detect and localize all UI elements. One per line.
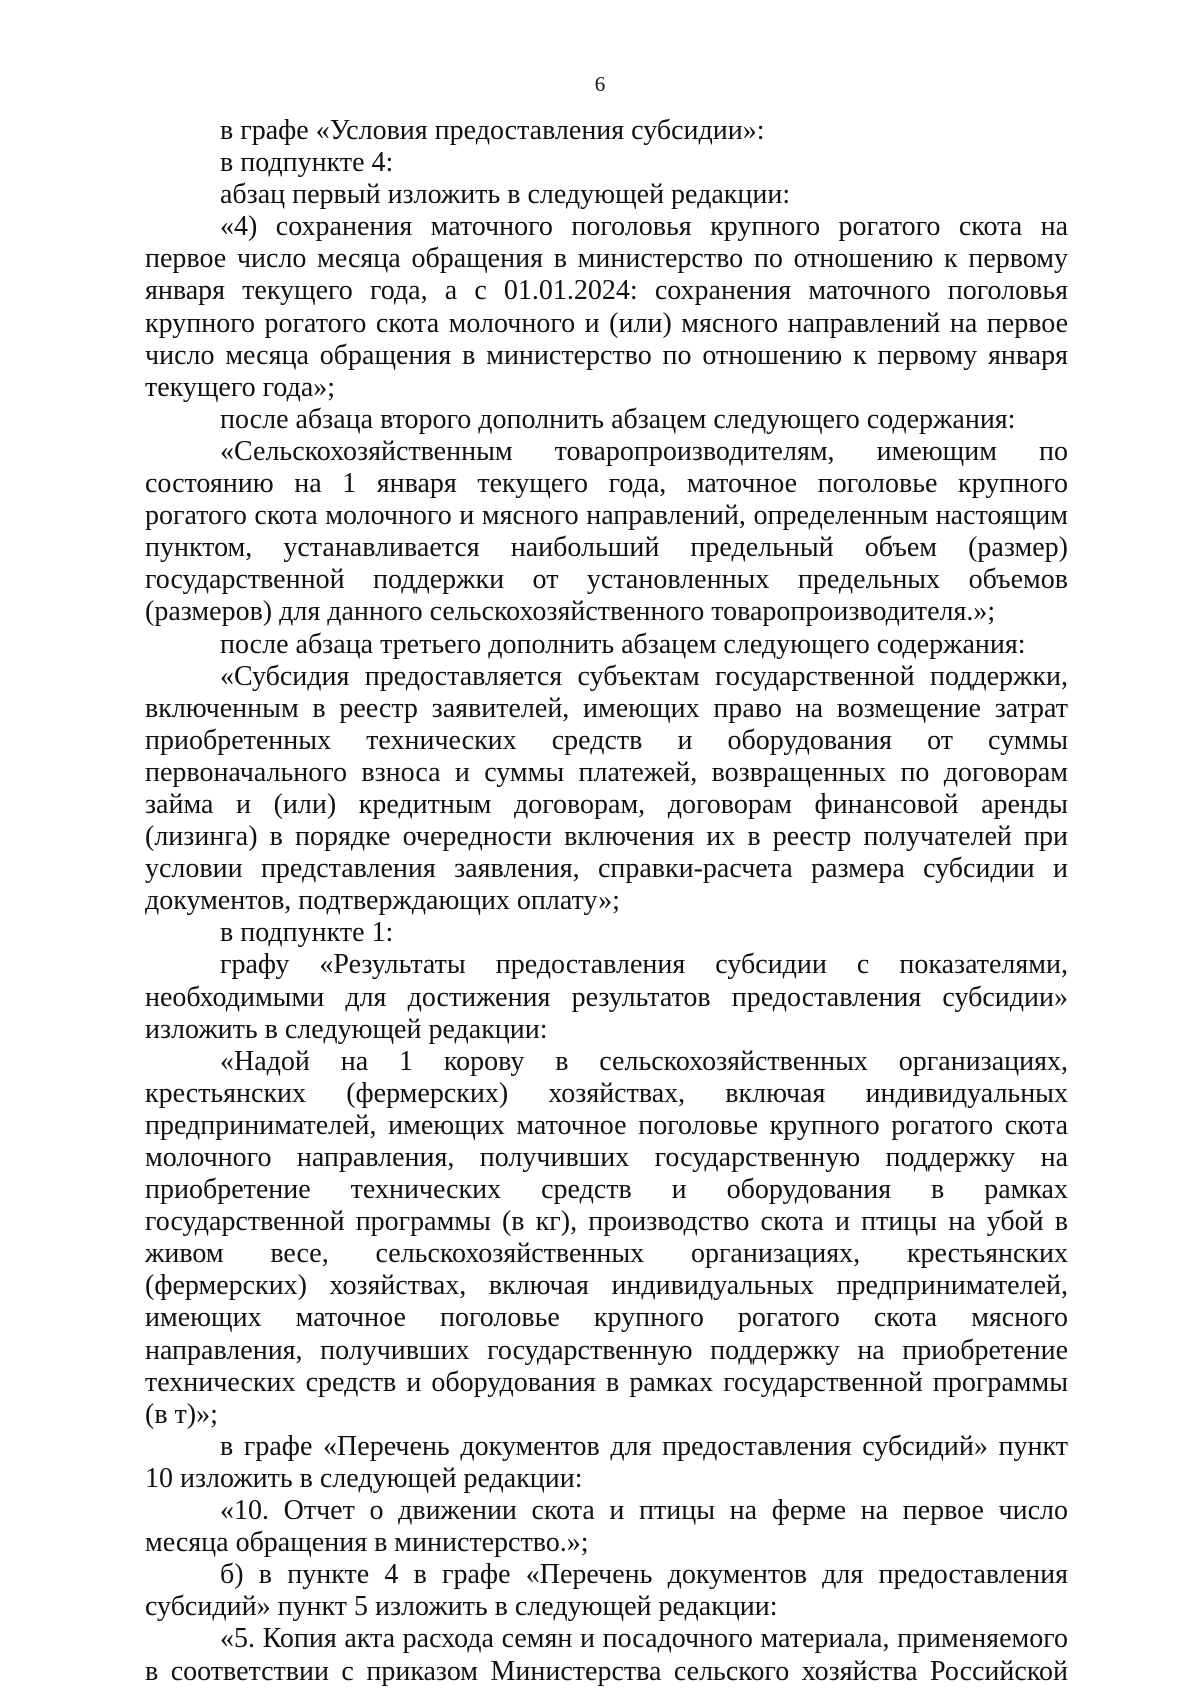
paragraph-quote-5: «5. Копия акта расхода семян и посадочного материала, применяемого в соответствии с приказом Министерства сельского хозяйства Российской	[145, 1623, 1068, 1687]
paragraph-quote-4: «4) сохранения маточного поголовья крупного рогатого скота на первое число месяца обращения в министерство по отношению к первому января текущего года, а с 01.01.2024: сохранения маточного поголовья крупного рогатого скота молочного и (или) мясного направлений на первое число месяца обращения в министерство по отношению к первому января текущего года»;	[145, 211, 1068, 403]
page-number: 6	[594, 72, 606, 96]
paragraph-documents-item-10: в графе «Перечень документов для предоставления субсидий» пункт 10 изложить в следующей редакции:	[145, 1430, 1068, 1494]
document-body	[145, 115, 1068, 1688]
paragraph-subitem-1: в подпункте 1:	[220, 917, 394, 949]
paragraph-after-third: после абзаца третьего дополнить абзацем следующего содержания:	[220, 628, 1026, 660]
paragraph-quote-10: «10. Отчет о движении скота и птицы на ферме на первое число месяца обращения в министерство.»;	[145, 1495, 1068, 1559]
paragraph-b-item-4: б) в пункте 4 в графе «Перечень документов для предоставления субсидий» пункт 5 изложить в следующей редакции:	[145, 1559, 1068, 1623]
paragraph-results-column: графу «Результаты предоставления субсидии с показателями, необходимыми для достижения результатов предоставления субсидии» изложить в следующей редакции:	[145, 949, 1068, 1045]
paragraph-first-abzac: абзац первый изложить в следующей редакции:	[220, 179, 791, 211]
paragraph-column-heading: в графе «Условия предоставления субсидии»:	[220, 115, 765, 146]
paragraph-subitem-4: в подпункте 4:	[220, 147, 394, 179]
paragraph-quote-producers: «Сельскохозяйственным товаропроизводителям, имеющим по состоянию на 1 января текущего года, маточное поголовье крупного рогатого скота молочного и мясного направлений, определенным настоящим пунктом, устанавливается наибольший предельный объем (размер) государственной поддержки от установленных предельных объемов (размеров) для данного сельскохозяйственного товаропроизводителя.»;	[145, 435, 1068, 628]
paragraph-after-second: после абзаца второго дополнить абзацем следующего содержания:	[220, 403, 1016, 435]
paragraph-quote-subsidy: «Субсидия предоставляется субъектам государственной поддержки, включенным в реестр заявителей, имеющих право на возмещение затрат приобретенных технических средств и оборудования от суммы первоначального взноса и суммы платежей, возвращенных по договорам займа и (или) кредитным договорам, договорам финансовой аренды (лизинга) в порядке очередности включения их в реестр получателей при условии представления заявления, справки-расчета размера субсидии и документов, подтверждающих оплату»;	[145, 660, 1068, 917]
paragraph-quote-milk-yield: «Надой на 1 корову в сельскохозяйственных организациях, крестьянских (фермерских) хозяйствах, включая индивидуальных предпринимателей, имеющих маточное поголовье крупного рогатого скота молочного направления, получивших государственную поддержку на приобретение технических средств и оборудования в рамках государственной программы (в кг), производство скота и птицы на убой в живом весе, сельскохозяйственных организациях, крестьянских (фермерских) хозяйствах, включая индивидуальных предпринимателей, имеющих маточное поголовье крупного рогатого скота мясного направления, получивших государственную поддержку на приобретение технических средств и оборудования в рамках государственной программы (в т)»;	[145, 1045, 1068, 1430]
